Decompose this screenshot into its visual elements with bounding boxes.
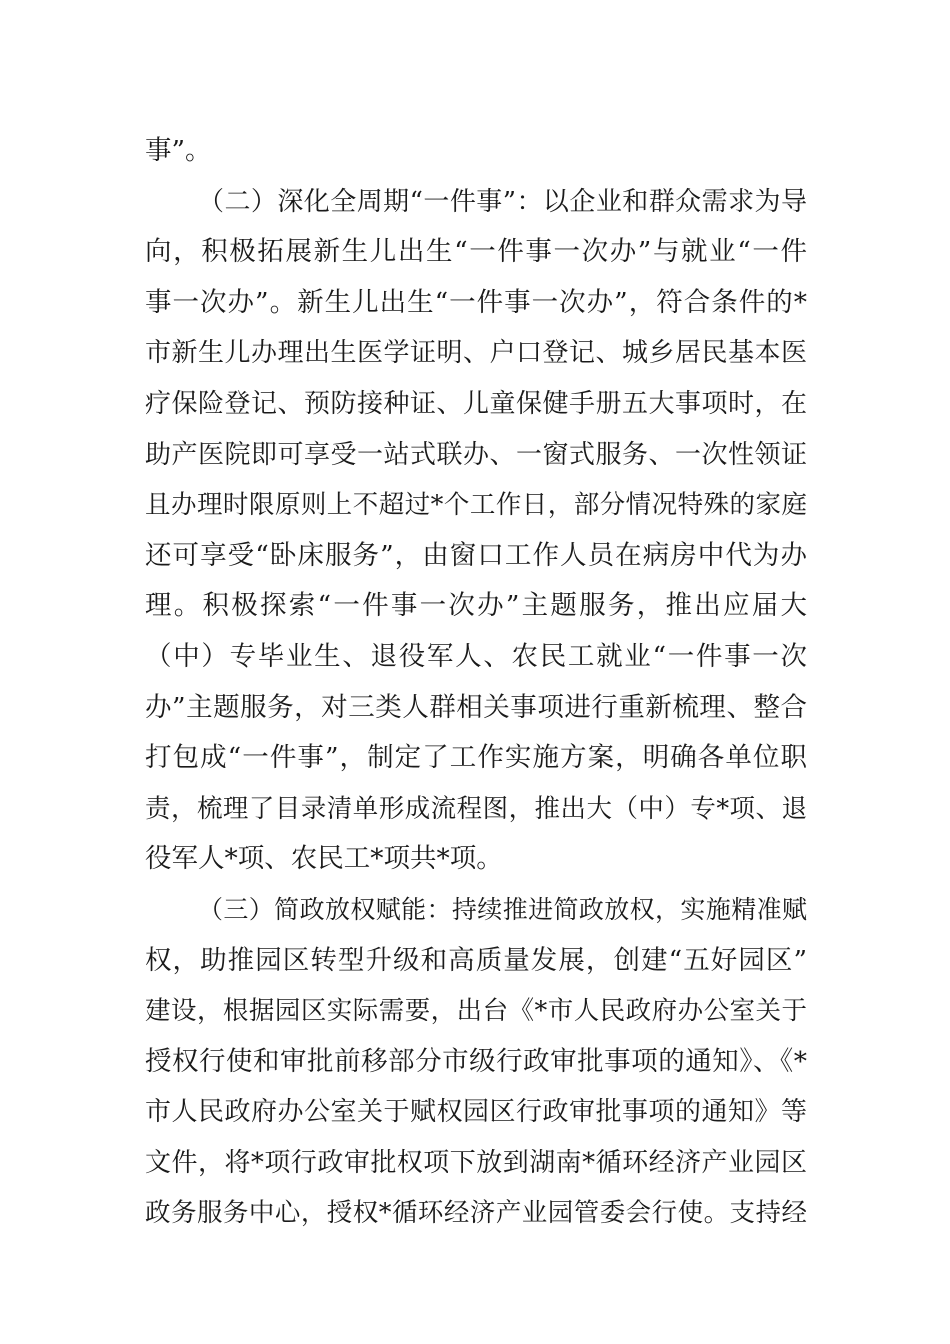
text-line: 权，助推园区转型升级和高质量发展，创建“五好园区” — [145, 944, 807, 976]
text-line: 市人民政府办公室关于赋权园区行政审批事项的通知》等 — [145, 1097, 807, 1128]
text-line: 事一次办”。新生儿出生“一件事一次办”，符合条件的* — [145, 286, 807, 318]
text-line: 助产医院即可享受一站式联办、一窗式服务、一次性领证 — [145, 439, 807, 470]
text-line: 向，积极拓展新生儿出生“一件事一次办”与就业“一件 — [145, 236, 807, 268]
text-line: 责，梳理了目录清单形成流程图，推出大（中）专*项、退 — [145, 793, 807, 824]
text-line: 市新生儿办理出生医学证明、户口登记、城乡居民基本医 — [145, 338, 807, 369]
text-line: 役军人*项、农民工*项共*项。 — [145, 843, 503, 875]
text-line: 还可享受“卧床服务”，由窗口工作人员在病房中代为办 — [145, 539, 807, 571]
text-line: 建设，根据园区实际需要，出台《*市人民政府办公室关于 — [145, 996, 807, 1027]
text-line: 理。积极探索“一件事一次办”主题服务，推出应届大 — [145, 590, 807, 622]
text-line: 疗保险登记、预防接种证、儿童保健手册五大事项时，在 — [145, 388, 807, 419]
text-line: 打包成“一件事”，制定了工作实施方案，明确各单位职 — [145, 742, 807, 774]
text-line: 办”主题服务，对三类人群相关事项进行重新梳理、整合 — [145, 691, 807, 723]
text-line: 授权行使和审批前移部分市级行政审批事项的通知》、《* — [145, 1045, 807, 1077]
text-line: 事”。 — [145, 135, 212, 166]
paragraph-first-line: （二）深化全周期“一件事”：以企业和群众需求为导 — [198, 186, 807, 217]
text-line: （中）专毕业生、退役军人、农民工就业“一件事一次 — [145, 640, 807, 672]
text-line: 政务服务中心，授权*循环经济产业园管委会行使。支持经 — [145, 1198, 807, 1229]
paragraph-first-line: （三）简政放权赋能：持续推进简政放权，实施精准赋 — [198, 894, 807, 924]
text-line: 文件，将*项行政审批权项下放到湖南*循环经济产业园区 — [145, 1147, 807, 1178]
body-text — [145, 126, 807, 1239]
text-line: 且办理时限原则上不超过*个工作日，部分情况特殊的家庭 — [145, 490, 807, 521]
